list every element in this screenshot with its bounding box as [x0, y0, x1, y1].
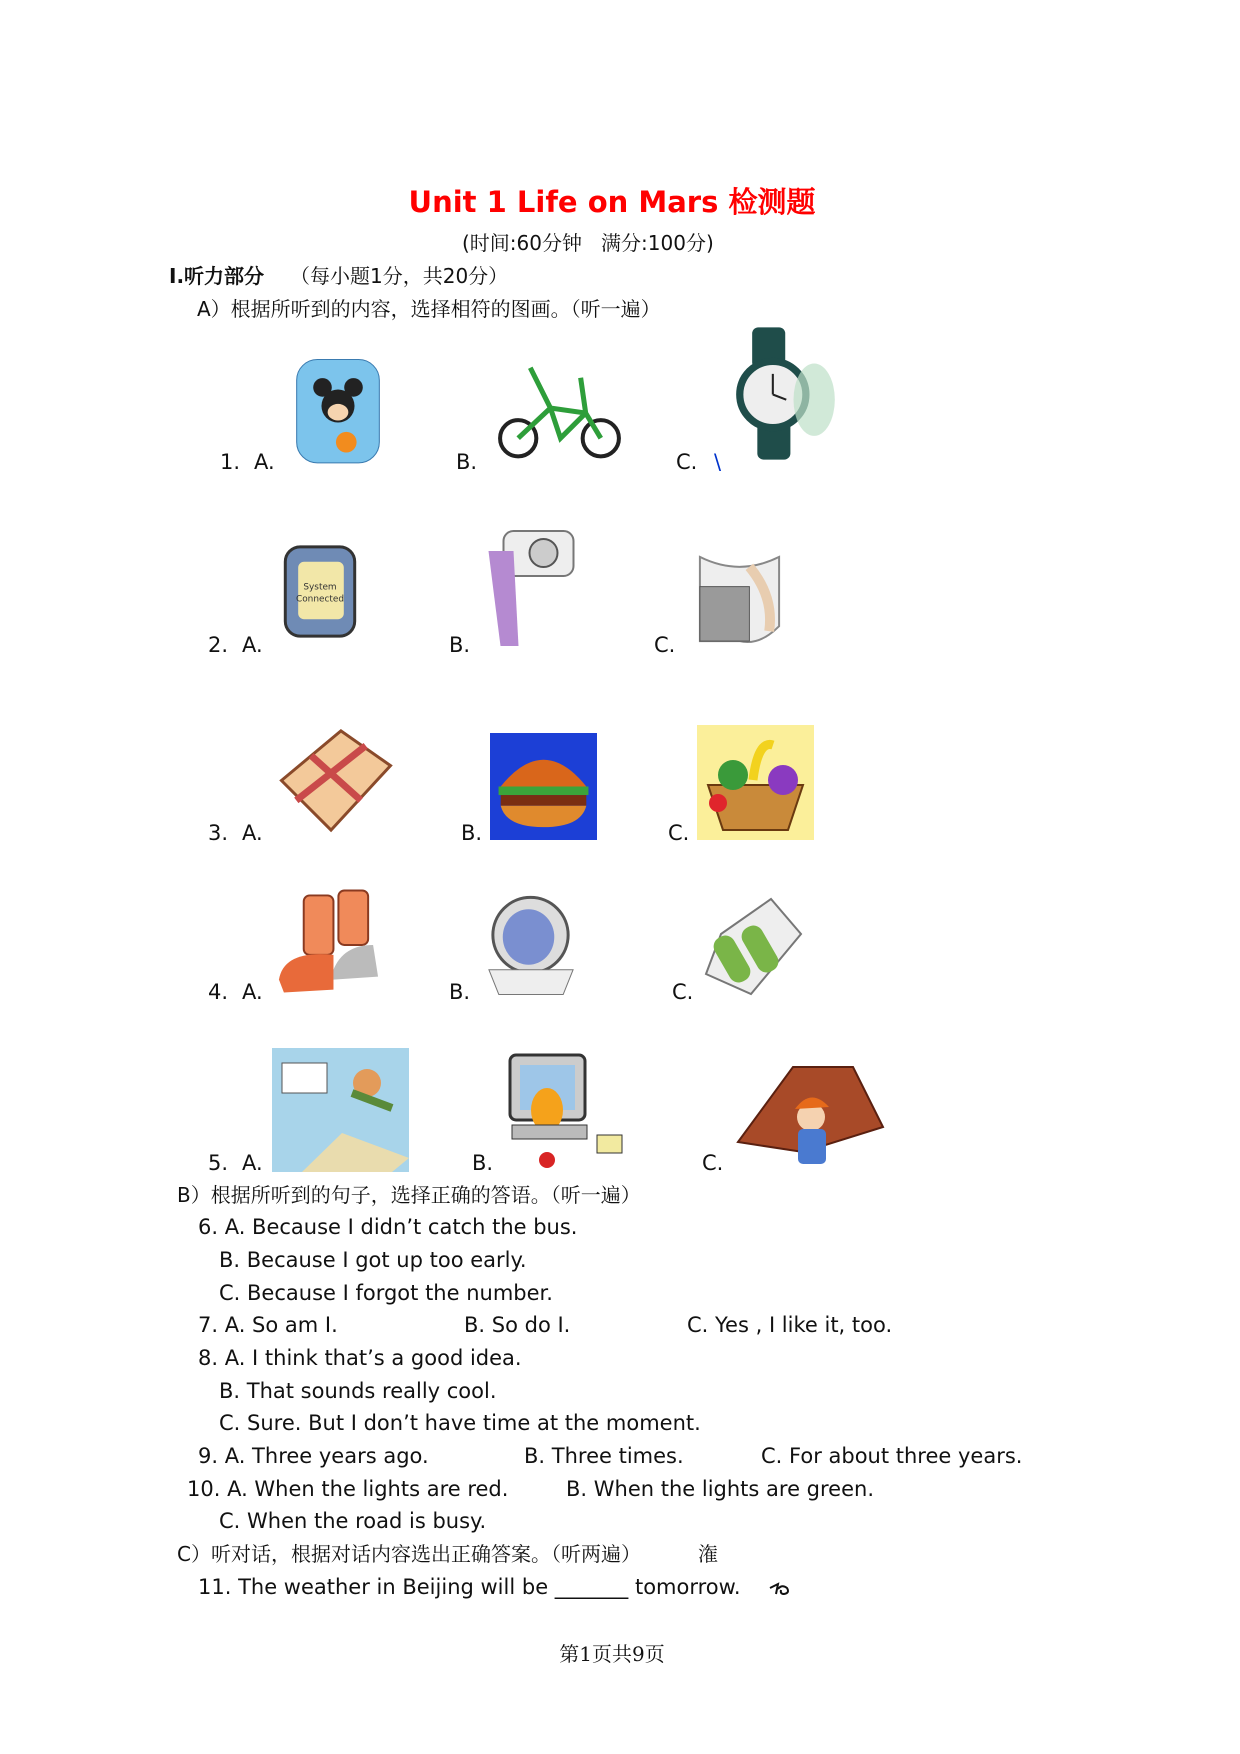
q1-option-b: B. [456, 450, 478, 474]
camera-gun-picture [477, 521, 580, 651]
stray-character: 潅 [698, 1542, 718, 1566]
q10-option-a: 10. A. When the lights are red. [187, 1477, 509, 1501]
q3-option-b: B. [461, 821, 483, 845]
page-title: Unit 1 Life on Mars 检测题 [408, 185, 816, 219]
hamburger-picture [490, 733, 597, 840]
backpack-picture [284, 344, 392, 468]
stray-glyph-icon [768, 1580, 792, 1598]
section-note: （每小题1分，共20分） [290, 264, 509, 288]
part-a-instruction: A）根据所听到的内容，选择相符的图画。（听一遍） [197, 297, 661, 321]
q8-option-a: 8. A. I think that’s a good idea. [198, 1346, 522, 1370]
q9-option-a: 9. A. Three years ago. [198, 1444, 429, 1468]
spacesuit-pack-picture [690, 547, 789, 651]
q1-option-a: A. [254, 450, 275, 474]
subtitle: (时间:60分钟 满分:100分) [462, 231, 714, 255]
q3-number: 3. [208, 821, 229, 845]
boots-picture [274, 885, 383, 1000]
q4-number: 4. [208, 980, 229, 1004]
q3-option-c: C. [668, 821, 690, 845]
tent-camping-picture [733, 1057, 890, 1172]
q5-option-b: B. [472, 1151, 494, 1175]
section-heading: Ⅰ.听力部分 [169, 264, 265, 288]
watch-picture [716, 327, 840, 462]
q10-option-c: C. When the road is busy. [219, 1509, 487, 1533]
q7-option-b: B. So do I. [464, 1313, 571, 1337]
q4-option-c: C. [672, 980, 694, 1004]
q10-option-b: B. When the lights are green. [566, 1477, 874, 1501]
q5-number: 5. [208, 1151, 229, 1175]
q1-option-c: C. [676, 450, 698, 474]
space-helmet-picture [479, 885, 583, 997]
part-c-instruction: C）听对话，根据对话内容选出正确答案。（听两遍） [177, 1542, 641, 1566]
q3-option-a: A. [242, 821, 263, 845]
computer-user-picture [502, 1050, 633, 1172]
q9-option-b: B. Three times. [524, 1444, 684, 1468]
q5-option-c: C. [702, 1151, 724, 1175]
q7-option-a: 7. A. So am I. [198, 1313, 338, 1337]
q4-option-a: A. [242, 980, 263, 1004]
q9-option-c: C. For about three years. [761, 1444, 1023, 1468]
bicycle-picture [490, 352, 631, 464]
q1-number: 1. [220, 450, 241, 474]
basketball-picture [272, 1048, 409, 1172]
q6-option-c: C. Because I forgot the number. [219, 1281, 553, 1305]
part-b-instruction: B）根据所听到的句子，选择正确的答语。（听一遍） [177, 1183, 641, 1207]
q2-option-a: A. [242, 633, 263, 657]
q4-option-b: B. [449, 980, 471, 1004]
q11-question: 11. The weather in Beijing will be _______ tomorrow. [198, 1575, 741, 1599]
q8-option-c: C. Sure. But I don’t have time at the moment. [219, 1411, 701, 1435]
lunchbox-picture [270, 721, 397, 840]
tablet-device-picture [270, 532, 370, 651]
fruit-basket-picture [697, 725, 814, 840]
q2-option-c: C. [654, 633, 676, 657]
svg-text:Connected: Connected [296, 594, 344, 605]
q2-number: 2. [208, 633, 229, 657]
page-footer: 第1页共9页 [559, 1642, 665, 1666]
q7-option-c: C. Yes , I like it, too. [687, 1313, 893, 1337]
q2-option-b: B. [449, 633, 471, 657]
svg-text:System: System [303, 582, 337, 593]
oxygen-tank-pack-picture [701, 894, 807, 1000]
q6-option-b: B. Because I got up too early. [219, 1248, 527, 1272]
q5-option-a: A. [242, 1151, 263, 1175]
q8-option-b: B. That sounds really cool. [219, 1379, 497, 1403]
stray-mark: \ [714, 450, 722, 474]
q6-option-a: 6. A. Because I didn’t catch the bus. [198, 1215, 578, 1239]
